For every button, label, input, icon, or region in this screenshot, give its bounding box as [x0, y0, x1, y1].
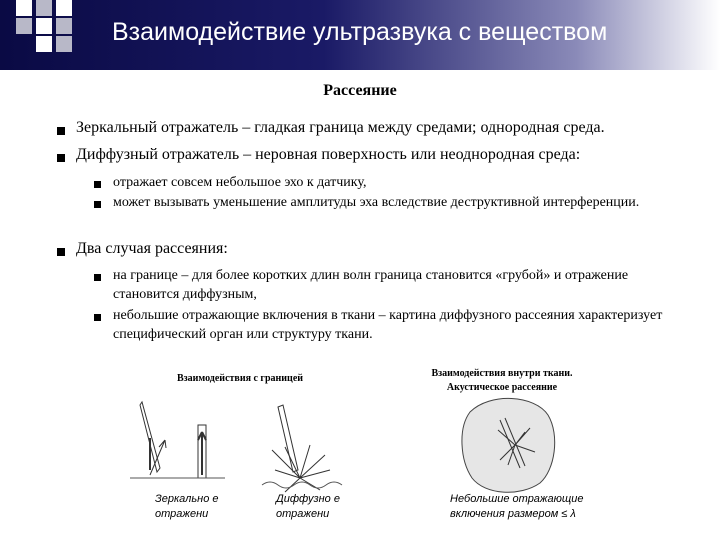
label-specular: Зеркально е отражени — [155, 493, 219, 520]
slide-subtitle: Рассеяние — [323, 82, 397, 99]
caption-tissue: Взаимодействия внутри ткани. Акустическое рассеяние — [431, 368, 573, 393]
sub-bullet-interference: может вызывать уменьшение амплитуды эха вследствие деструктивной интерференции. — [113, 195, 640, 210]
bullet-diffuse: Диффузный отражатель – неровная поверхность или неоднородная среда: — [76, 146, 581, 163]
bullet-two-cases: Два случая рассеяния: — [76, 240, 228, 257]
tissue-region — [462, 398, 555, 492]
label-diffuse: Диффузно е отражени — [276, 493, 340, 520]
sub-bullet-boundary: на границе – для более коротких длин волн граница становится «грубой» и отражение становится диффузным, — [113, 268, 629, 302]
reflected-arrow — [150, 440, 166, 475]
sub-bullet-small-echo: отражает совсем небольшое эхо к датчику, — [113, 175, 367, 190]
slide-title: Взаимодействие ультразвука с веществом — [112, 18, 608, 46]
rough-boundary — [262, 482, 342, 488]
caption-boundary: Взаимодействия с границей — [176, 373, 304, 384]
sub-bullet-inclusions: небольшие отражающие включения в ткани – картина диффузного рассеяния характеризует специфический орган или структуру ткани. — [113, 308, 663, 342]
incident-beam — [278, 405, 298, 472]
bullet-specular: Зеркальный отражатель – гладкая граница между средами; однородная среда. — [76, 119, 605, 136]
reflected-arrow — [198, 432, 206, 475]
scattered-rays — [272, 445, 330, 492]
label-inclusions: Небольшие отражающие включения размером ≤ λ — [450, 493, 584, 520]
